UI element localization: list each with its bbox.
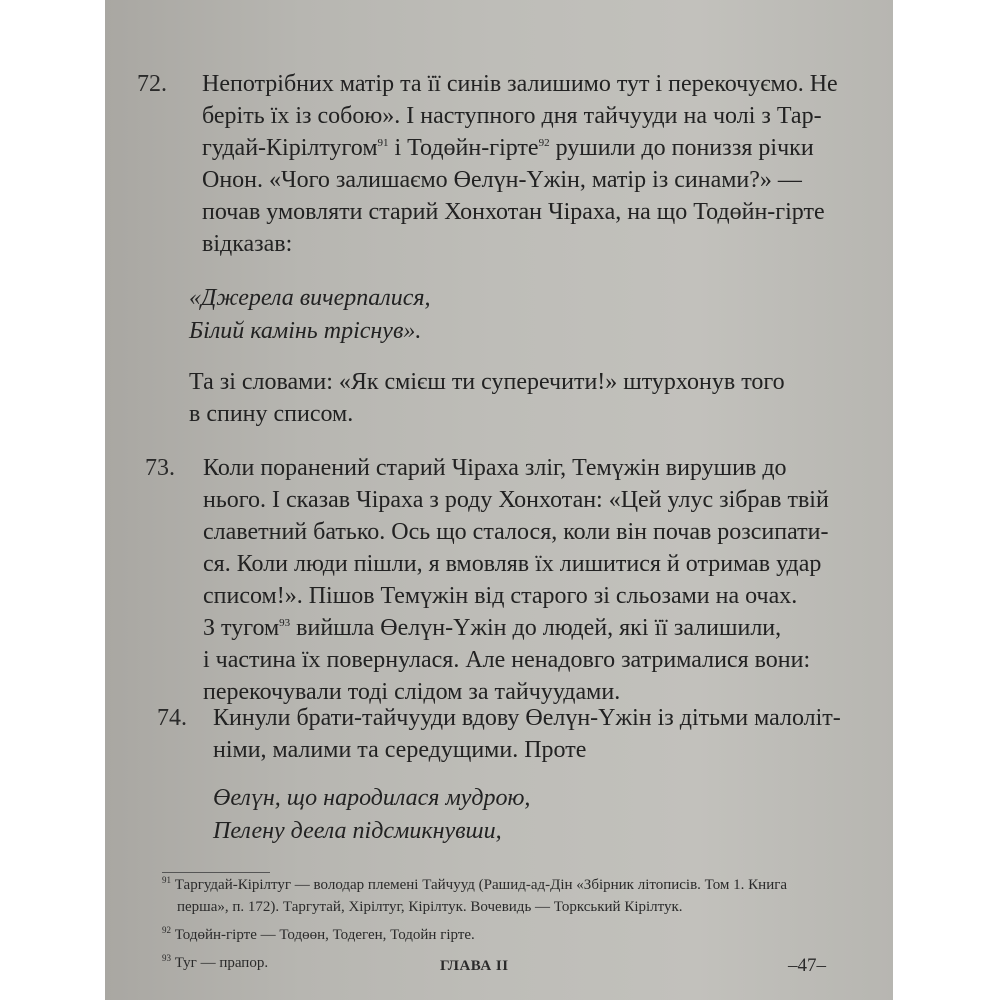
footnote-93 [162,952,862,974]
text-line: ся. Коли люди пішли, я вмовляв їх лишитися й отримав удар [203,551,822,577]
footnote-91-continuation: перша», п. 172). Таргутай, Хірілтуг, Кірілтук. Вочевидь — Торкський Кірілтук. [177,899,683,915]
footnote-divider [162,872,270,873]
footnote-text: Таргудай-Кірілтуг — володар племені Тайчууд (Рашид-ад-Дін «Збірник літописів. Том 1. Книга [174,877,788,893]
text-line: почав умовляти старий Хонхотан Чіраха, на що Тодөйн-гірте [202,199,825,225]
footnote-marker: 91 [162,875,171,885]
footnote-text: Туг — прапор. [174,955,269,971]
verse-quote [213,782,530,848]
verse-line: Білий камінь тріснув». [189,318,422,344]
text-line [202,132,862,164]
text-fragment: З тугом [203,615,280,641]
running-head: ГЛАВА II [440,958,509,974]
paragraph-body [203,452,863,708]
paragraph-body [202,68,862,260]
text-line: Та зі словами: «Як смієш ти суперечити!» штурхонув того [189,369,785,395]
footnote-marker: 93 [162,953,171,963]
text-line: Коли поранений старий Чіраха зліг, Темүжін вирушив до [203,455,787,481]
verse-line: Пелену деела підсмикнувши, [213,818,502,844]
paragraph-number: 73. [145,455,175,481]
text-line: списом!». Пішов Темүжін від старого зі сльозами на очах. [203,583,798,609]
text-line: Онон. «Чого залишаємо Өелүн-Үжін, матір із синами?» — [202,167,802,193]
verse-quote [189,282,431,348]
text-line: Кинули брати-тайчууди вдову Өелүн-Үжін із дітьми малоліт- [213,705,841,731]
page-number: –47– [788,955,826,976]
text-line: і частина їх повернулася. Але ненадовго затрималися вони: [203,647,811,673]
text-line: Непотрібних матір та її синів залишимо тут і перекочуємо. Не [202,71,838,97]
text-line: перекочували тоді слідом за тайчуудами. [203,679,621,705]
text-line [203,612,863,644]
footnote-ref-93[interactable]: 93 [279,617,291,629]
text-line: беріть їх із собою». І наступного дня тайчууди на чолі з Тар- [202,103,822,129]
text-line: в спину списом. [189,401,354,427]
footnote-ref-92[interactable]: 92 [538,137,550,149]
paragraph-continuation [189,366,859,430]
text-fragment: вийшла Өелүн-Үжін до людей, які її залишили, [290,615,782,641]
paragraph-number: 72. [137,71,167,97]
text-line: німи, малими та середущими. Проте [213,737,587,763]
text-fragment: гудай-Кірілтугом [202,135,378,161]
paragraph-body [213,702,863,766]
footnote-text: Тодөйн-гірте — Тодөөн, Тодеген, Тодойн гірте. [174,927,475,943]
text-line: нього. І сказав Чіраха з роду Хонхотан: «Цей улус зібрав твій [203,487,829,513]
footnote-ref-91[interactable]: 91 [377,137,389,149]
footnote-92 [162,924,862,946]
footnote-marker: 92 [162,925,171,935]
text-line: славетний батько. Ось що сталося, коли він почав розсипати- [203,519,829,545]
text-line: відказав: [202,231,293,257]
book-page [105,0,893,1000]
footnote-91 [162,874,862,896]
text-fragment: і Тодөйн-гірте [388,135,539,161]
verse-line: «Джерела вичерпалися, [189,285,431,311]
text-fragment: рушили до пониззя річки [549,135,814,161]
footnotes [162,874,862,974]
paragraph-number: 74. [157,705,187,731]
verse-line: Өелүн, що народилася мудрою, [213,785,531,811]
